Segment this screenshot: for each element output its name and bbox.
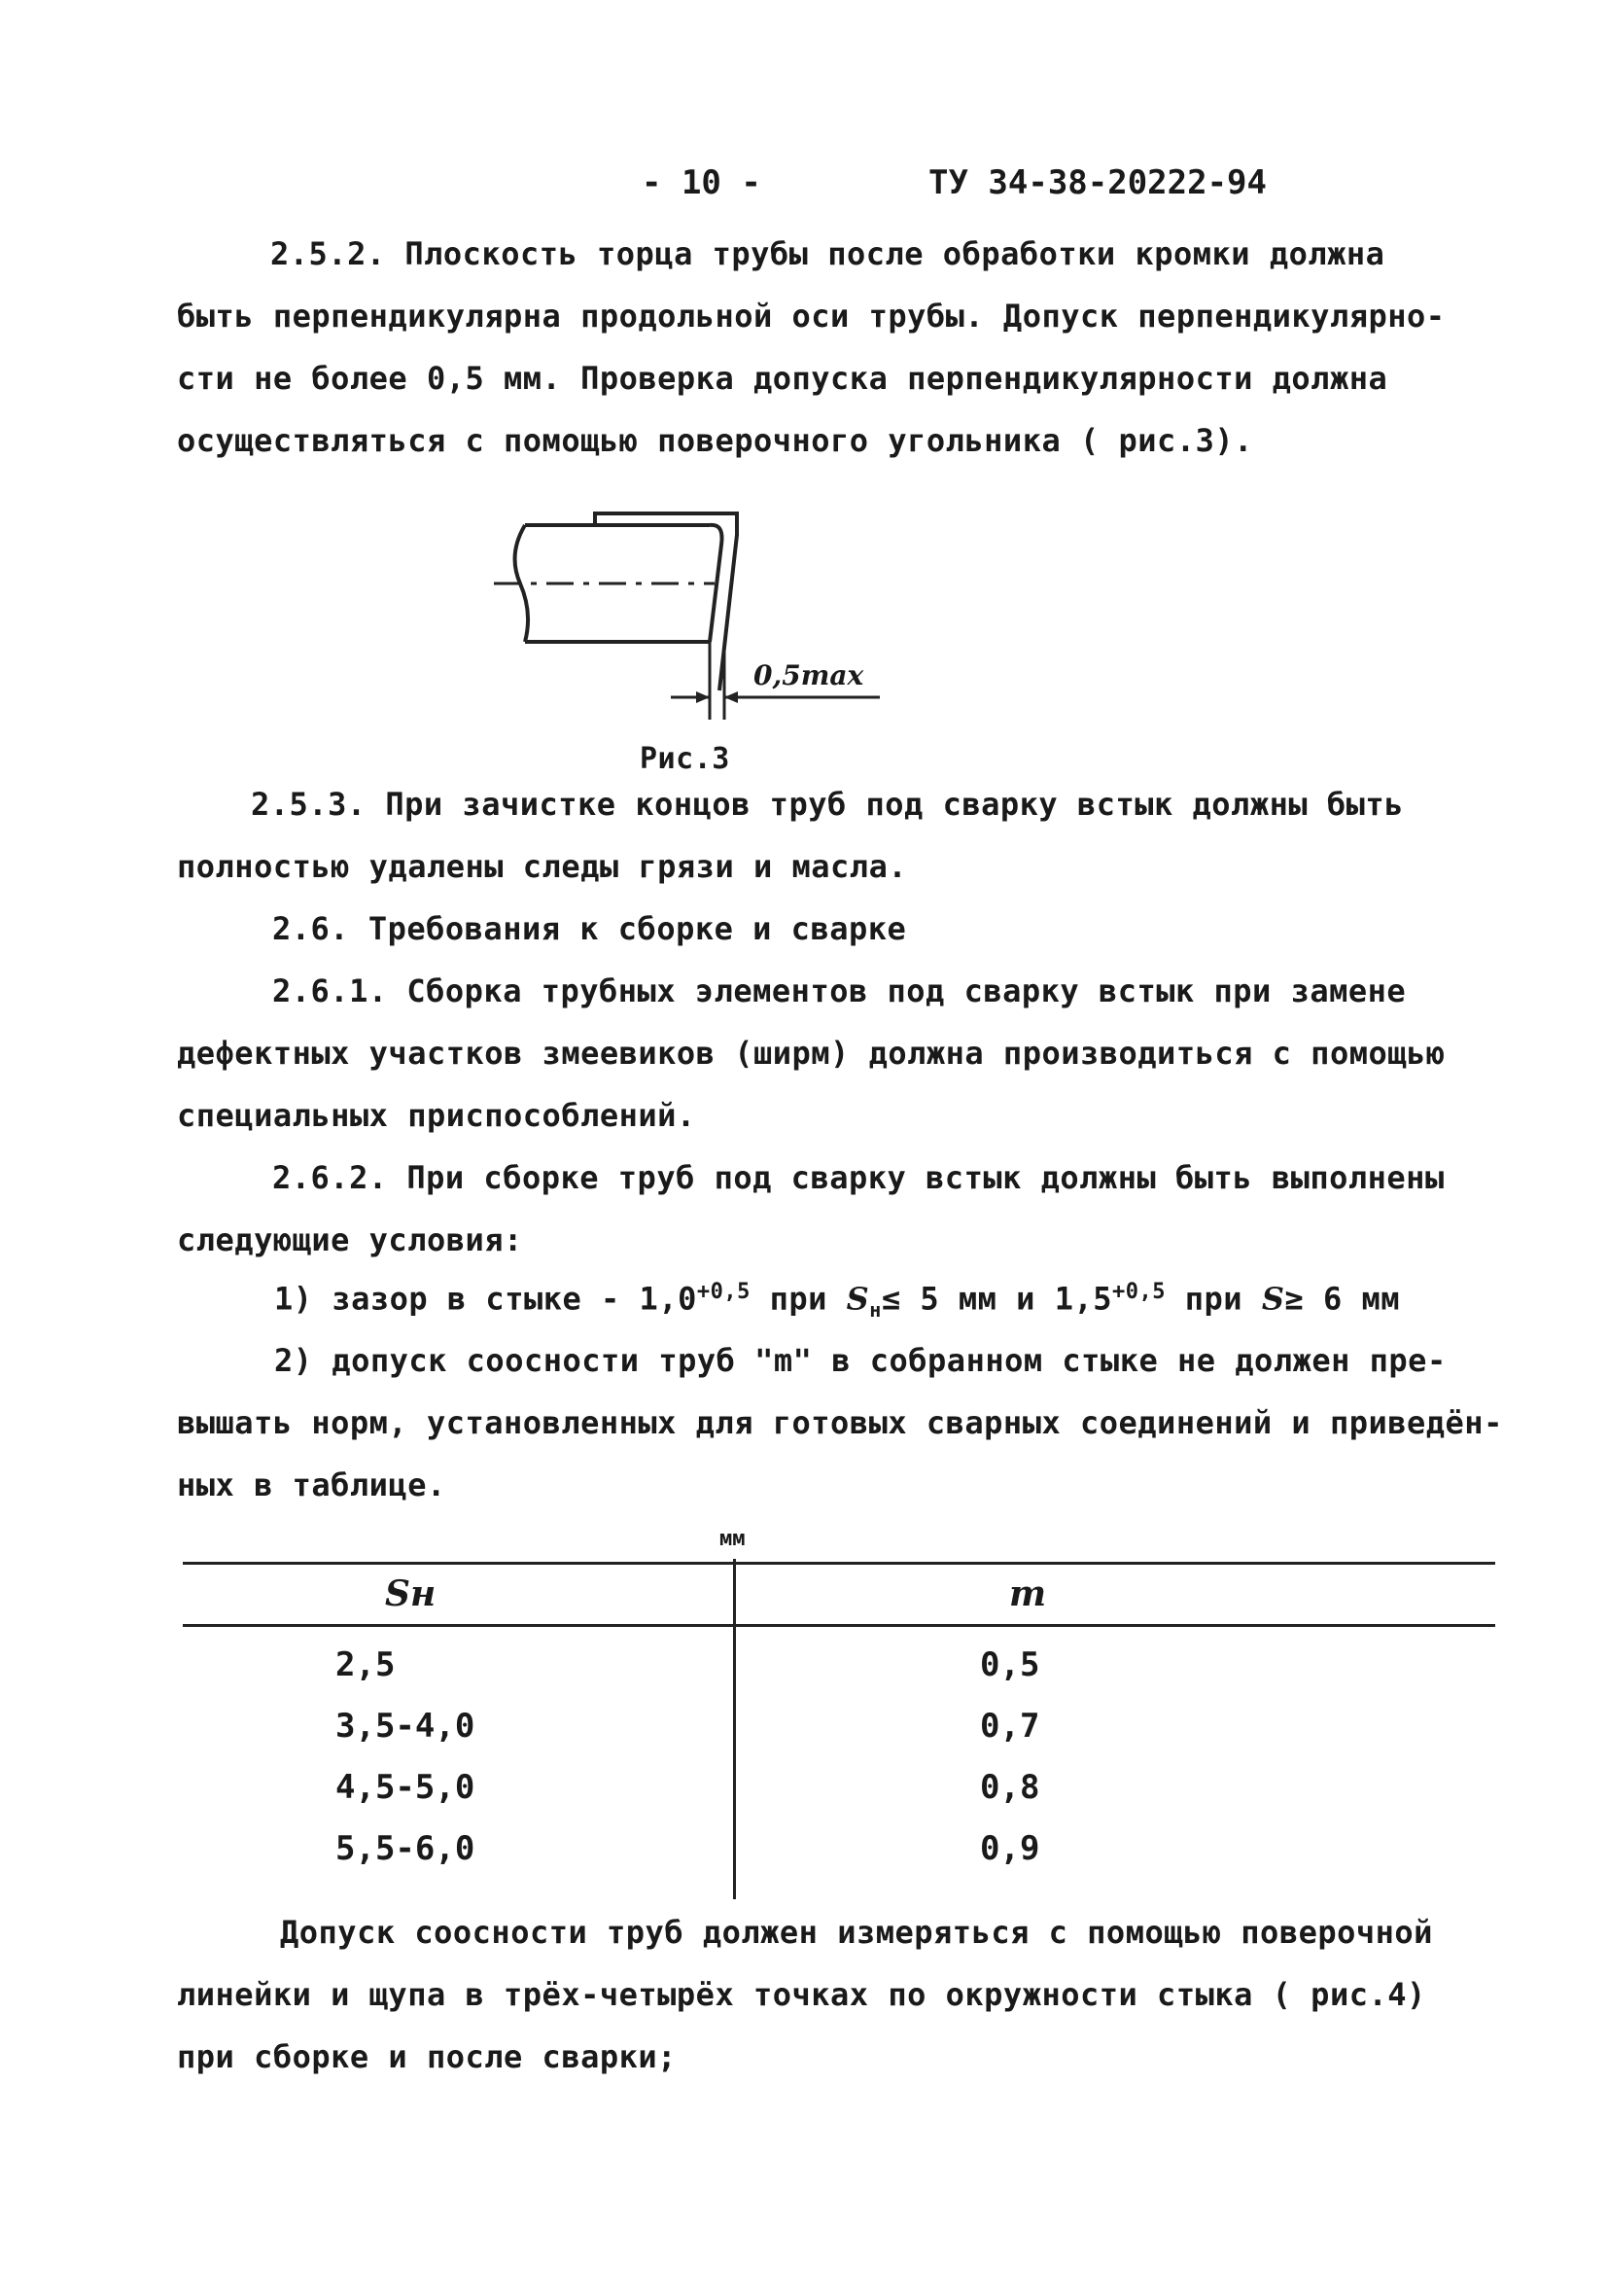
text-line: линейки и щупа в трёх-четырёх точках по окружности стыка ( рис.4) <box>177 1976 1426 2013</box>
text-line: Допуск соосности труб должен измеряться с помощью поверочной <box>280 1914 1433 1951</box>
text-line: быть перпендикулярна продольной оси трубы. Допуск перпендикулярно- <box>177 298 1446 335</box>
symbol-s: S <box>1261 1280 1285 1318</box>
text-line: сти не более 0,5 мм. Проверка допуска перпендикулярности должна <box>177 360 1388 397</box>
text-line: вышать норм, установленных для готовых сварных соединений и приведён- <box>177 1404 1503 1441</box>
subscript: н <box>869 1298 882 1323</box>
text-line: 2.5.2. Плоскость торца трубы после обработки кромки должна <box>270 235 1385 272</box>
figure-3-drawing <box>486 496 894 729</box>
text-line: осуществляться с помощью поверочного угольника ( рис.3). <box>177 422 1253 459</box>
text-line: 2.5.3. При зачистке концов труб под сварку встык должны быть <box>251 786 1404 823</box>
table-column-divider <box>733 1559 736 1899</box>
cell-m: 0,8 <box>980 1768 1040 1807</box>
cell-m: 0,9 <box>980 1829 1040 1868</box>
tolerance: +0,5 <box>1112 1280 1166 1304</box>
cond-text: ≤ 5 мм и 1,5 <box>881 1280 1112 1318</box>
text-line: дефектных участков змеевиков (ширм) должна производиться с помощью <box>177 1035 1446 1072</box>
text-line: ных в таблице. <box>177 1466 446 1503</box>
text-line: полностью удалены следы грязи и масла. <box>177 848 908 885</box>
text-line: 2.6.2. При сборке труб под сварку встык должны быть выполнены <box>272 1159 1445 1196</box>
cell-sn: 3,5-4,0 <box>335 1707 475 1746</box>
cell-sn: 5,5-6,0 <box>335 1829 475 1868</box>
symbol-s: S <box>846 1280 870 1318</box>
section-heading: 2.6. Требования к сборке и сварке <box>272 910 907 947</box>
tolerance: +0,5 <box>696 1280 751 1304</box>
cell-m: 0,7 <box>980 1707 1040 1746</box>
cell-sn: 2,5 <box>335 1645 396 1684</box>
cond-text: ≥ 6 мм <box>1284 1280 1401 1318</box>
dimension-label: 0,5max <box>753 659 864 691</box>
cond-text: при <box>750 1280 847 1318</box>
column-header-m: m <box>1009 1573 1047 1614</box>
table-top-rule <box>183 1562 1495 1565</box>
cond-text: при <box>1165 1280 1262 1318</box>
table-unit: мм <box>719 1527 746 1551</box>
text-line: 2.6.1. Сборка трубных элементов под сварку встык при замене <box>272 972 1407 1009</box>
cell-m: 0,5 <box>980 1645 1040 1684</box>
document-code: ТУ 34-38-20222-94 <box>928 163 1267 202</box>
cond-text: 1) зазор в стыке - 1,0 <box>274 1280 697 1318</box>
figure-caption: Рис.3 <box>640 742 730 776</box>
text-line: 2) допуск соосности труб "m" в собранном стыке не должен пре- <box>274 1342 1447 1379</box>
text-line: следующие условия: <box>177 1221 523 1258</box>
page-number: - 10 - <box>642 163 761 202</box>
column-header-sn: Sн <box>385 1573 437 1614</box>
cell-sn: 4,5-5,0 <box>335 1768 475 1807</box>
text-line: специальных приспособлений. <box>177 1097 696 1134</box>
condition-1 <box>274 1280 1400 1322</box>
text-line: при сборке и после сварки; <box>177 2038 677 2075</box>
table-header-rule <box>183 1624 1495 1627</box>
